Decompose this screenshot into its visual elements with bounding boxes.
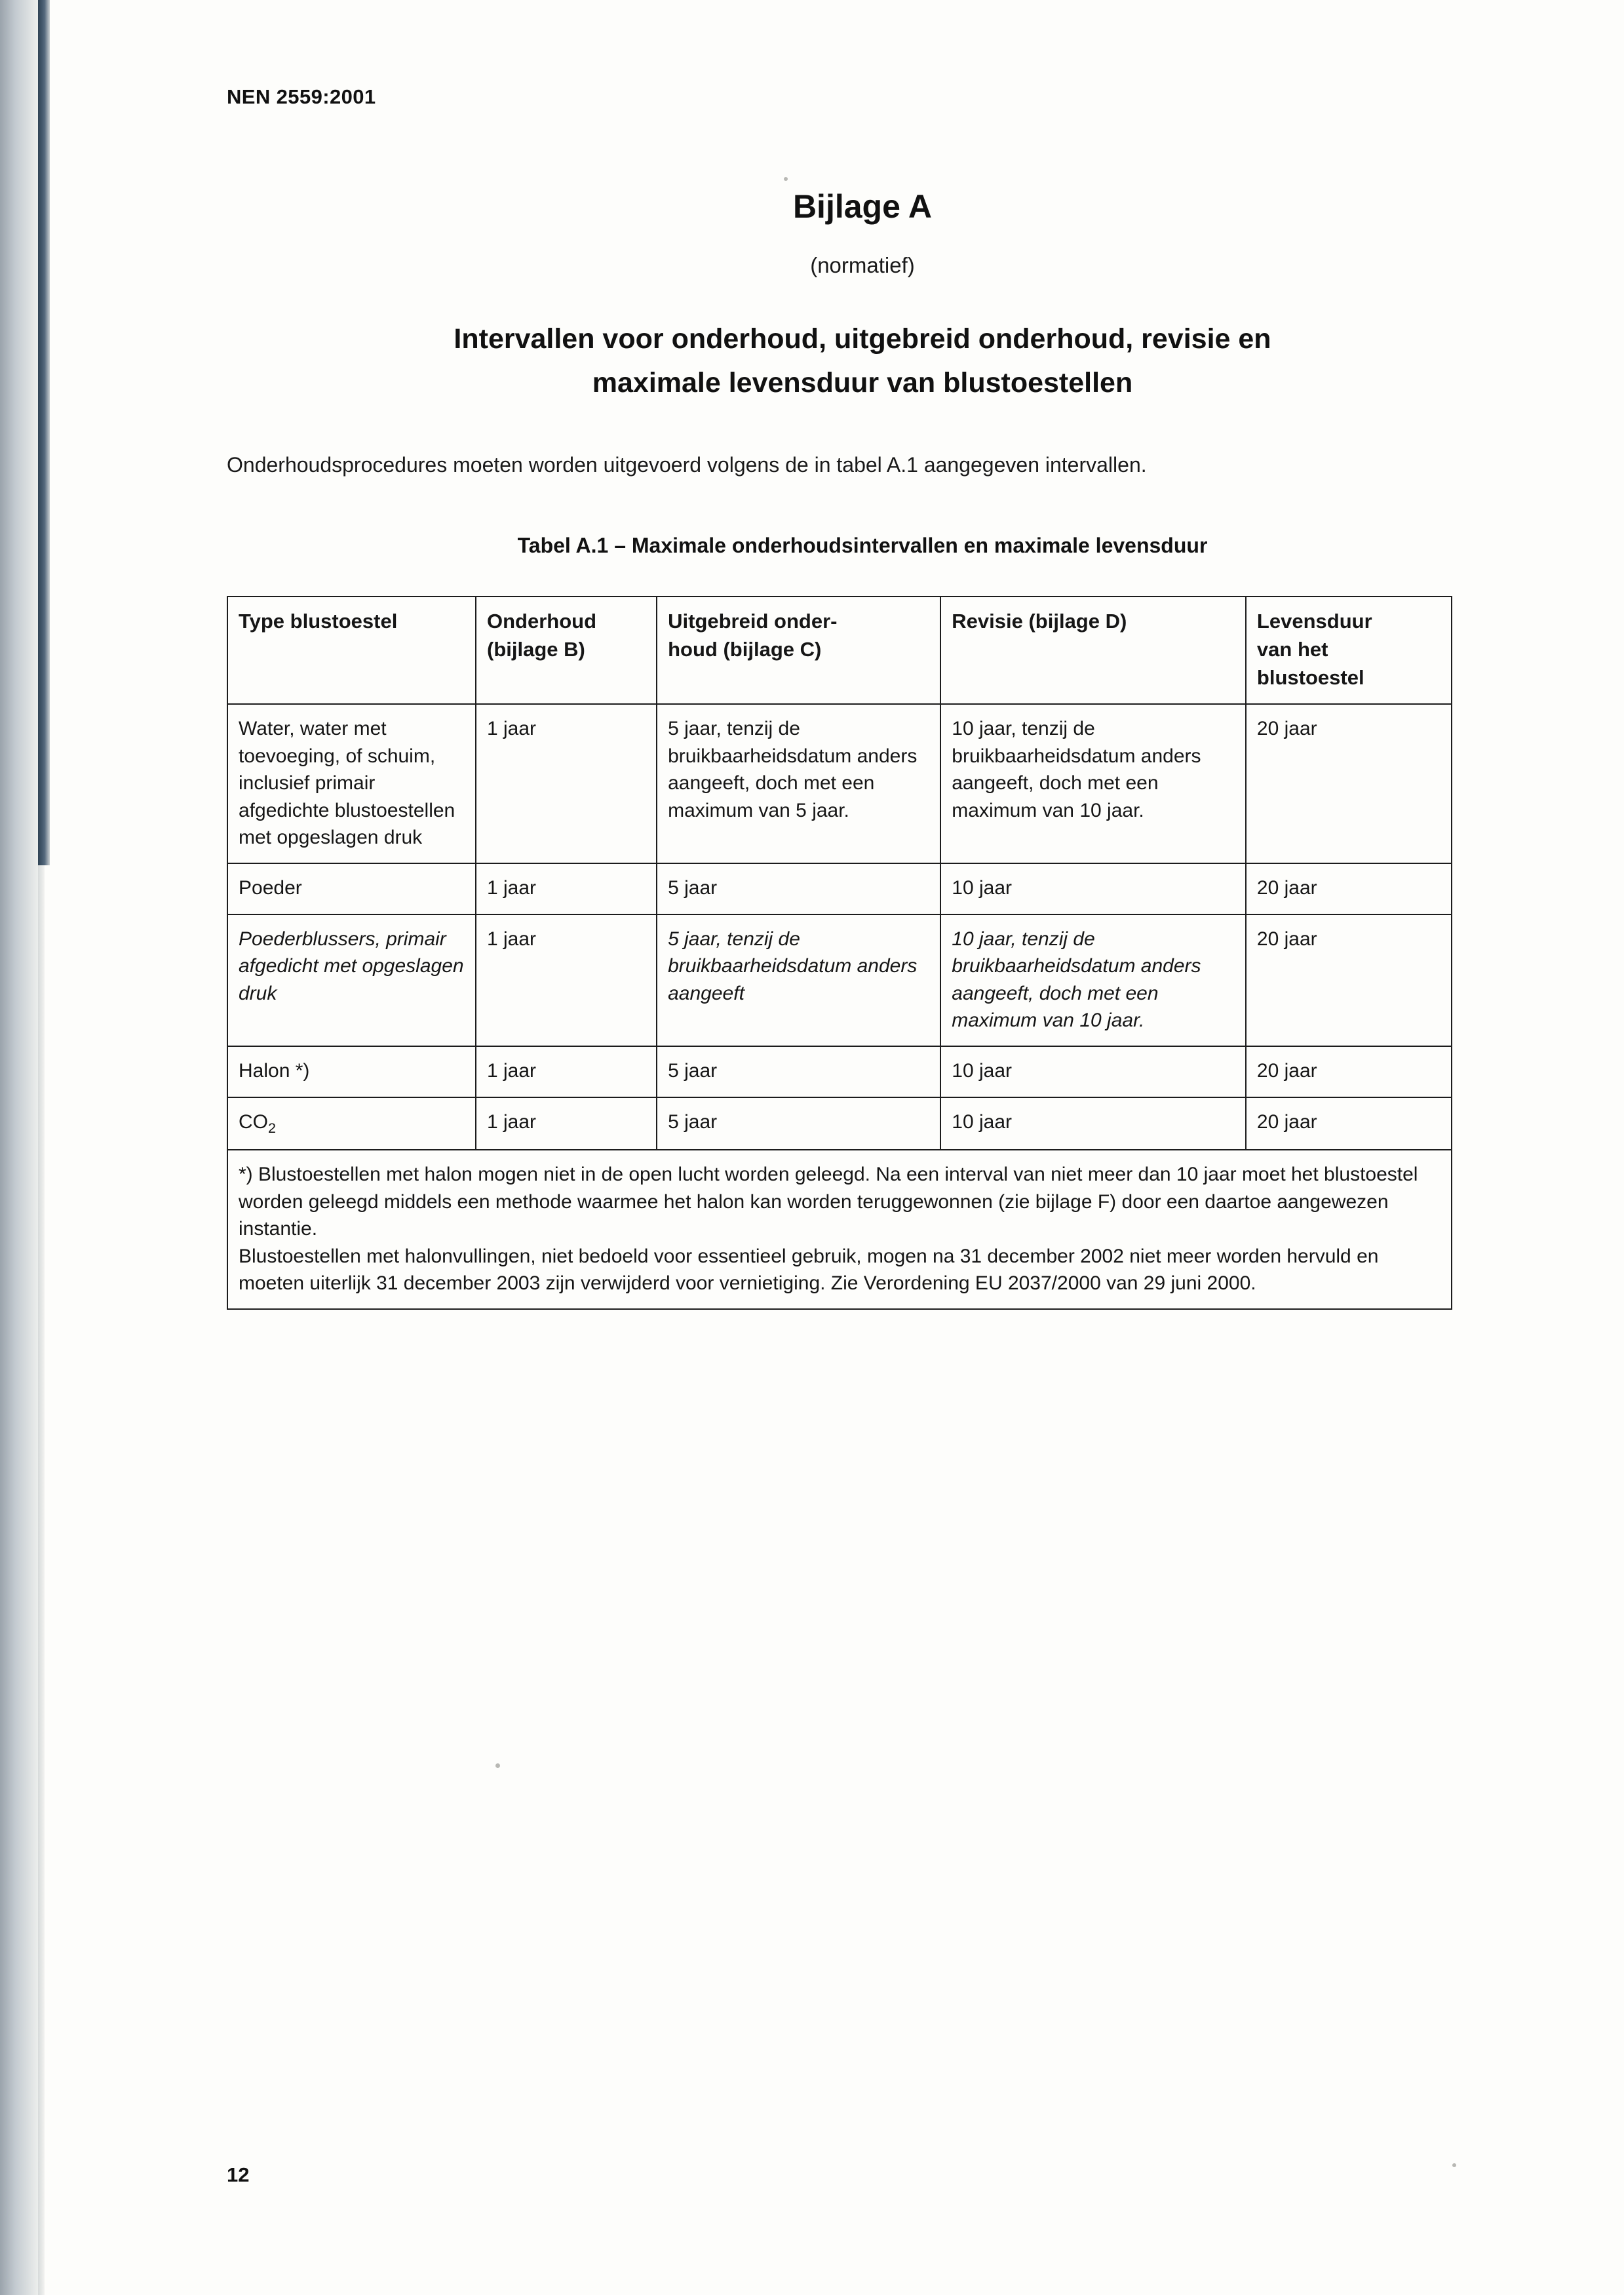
cell-levensduur: 20 jaar (1246, 914, 1452, 1047)
header-text-line1: Uitgebreid onder- (668, 610, 838, 633)
cell-type-subscript: 2 (268, 1119, 277, 1136)
cell-revisie: 10 jaar, tenzij de bruikbaarheidsdatum anders aangeeft, doch met een maximum van 10 jaar. (940, 914, 1246, 1047)
table-row (227, 1046, 1452, 1097)
cell-type: Halon *) (227, 1046, 476, 1097)
scan-left-edge (0, 0, 38, 2295)
table-caption: Tabel A.1 – Maximale onderhoudsintervallen en maximale levensduur (517, 534, 1208, 558)
table-row (227, 863, 1452, 914)
header-levensduur (1246, 597, 1452, 704)
cell-uitgebreid: 5 jaar (657, 1046, 940, 1097)
annex-heading (227, 317, 1498, 404)
document-id: NEN 2559:2001 (227, 85, 376, 108)
header-text-line1: Onderhoud (487, 610, 597, 633)
header-text-line2: (bijlage B) (487, 637, 585, 661)
cell-uitgebreid: 5 jaar, tenzij de bruikbaarheidsdatum anders aangeeft, doch met een maximum van 5 jaar. (657, 704, 940, 863)
scan-speck (495, 1763, 500, 1768)
table-row (227, 1097, 1452, 1150)
annex-heading-line-1: Intervallen voor onderhoud, uitgebreid onderhoud, revisie en (454, 323, 1271, 355)
cell-revisie: 10 jaar (940, 1097, 1246, 1150)
cell-type: Water, water met toevoeging, of schuim, inclusief primair afgedichte blustoestellen met opgeslagen druk (227, 704, 476, 863)
header-type-blustoestel (227, 597, 476, 704)
cell-revisie: 10 jaar (940, 863, 1246, 914)
cell-levensduur: 20 jaar (1246, 1097, 1452, 1150)
page-content (227, 85, 1498, 1310)
header-text: Type blustoestel (239, 610, 398, 633)
header-text-line3: blustoestel (1256, 665, 1364, 689)
header-text-line2: van het (1256, 637, 1328, 661)
page-number: 12 (227, 2163, 250, 2186)
table-row (227, 704, 1452, 863)
header-text: Revisie (bijlage D) (952, 610, 1127, 633)
annex-title: Bijlage A (792, 188, 933, 225)
table-footnote (227, 1150, 1452, 1309)
cell-uitgebreid: 5 jaar (657, 863, 940, 914)
cell-onderhoud: 1 jaar (476, 863, 657, 914)
table-header-row (227, 597, 1452, 704)
header-revisie (940, 597, 1246, 704)
cell-levensduur: 20 jaar (1246, 863, 1452, 914)
footnote-paragraph-1: *) Blustoestellen met halon mogen niet in de open lucht worden geleegd. Na een interval van niet meer dan 10 jaar moet het blustoestel worden geleegd middels een methode waarmee het halon kan worden teruggewonnen (zie bijlage F) door een daartoe aangewezen instantie. (239, 1164, 1418, 1240)
cell-onderhoud: 1 jaar (476, 1097, 657, 1150)
cell-revisie: 10 jaar (940, 1046, 1246, 1097)
cell-levensduur: 20 jaar (1246, 1046, 1452, 1097)
cell-type: Poederblussers, primair afgedicht met opgeslagen druk (227, 914, 476, 1047)
table-row (227, 914, 1452, 1047)
cell-onderhoud: 1 jaar (476, 914, 657, 1047)
scan-binding-shadow-lower (38, 865, 45, 2295)
footnote-paragraph-2: Blustoestellen met halonvullingen, niet bedoeld voor essentieel gebruik, mogen na 31 december 2002 niet meer worden hervuld en moeten uiterlijk 31 december 2003 zijn verwijderd voor vernietiging. Zie Verordening EU 2037/2000 van 29 juni 2000. (239, 1245, 1379, 1295)
annex-note: (normatief) (810, 253, 915, 277)
header-onderhoud (476, 597, 657, 704)
intro-paragraph: Onderhoudsprocedures moeten worden uitgevoerd volgens de in tabel A.1 aangegeven intervallen. (227, 453, 1147, 477)
cell-levensduur: 20 jaar (1246, 704, 1452, 863)
cell-uitgebreid: 5 jaar, tenzij de bruikbaarheidsdatum anders aangeeft (657, 914, 940, 1047)
scan-speck (1452, 2163, 1456, 2167)
table-footnote-row (227, 1150, 1452, 1309)
cell-uitgebreid: 5 jaar (657, 1097, 940, 1150)
cell-onderhoud: 1 jaar (476, 1046, 657, 1097)
cell-type (227, 1097, 476, 1150)
cell-type: Poeder (227, 863, 476, 914)
maintenance-intervals-table (227, 596, 1452, 1310)
header-text-line2: houd (bijlage C) (668, 637, 822, 661)
cell-onderhoud: 1 jaar (476, 704, 657, 863)
cell-type-base: CO (239, 1110, 268, 1133)
scan-binding-shadow (38, 0, 50, 865)
header-text-line1: Levensduur (1256, 610, 1372, 633)
page-surface (50, 0, 1624, 2295)
cell-revisie: 10 jaar, tenzij de bruikbaarheidsdatum anders aangeeft, doch met een maximum van 10 jaar. (940, 704, 1246, 863)
annex-heading-line-2: maximale levensduur van blustoestellen (592, 366, 1133, 399)
header-uitgebreid-onderhoud (657, 597, 940, 704)
